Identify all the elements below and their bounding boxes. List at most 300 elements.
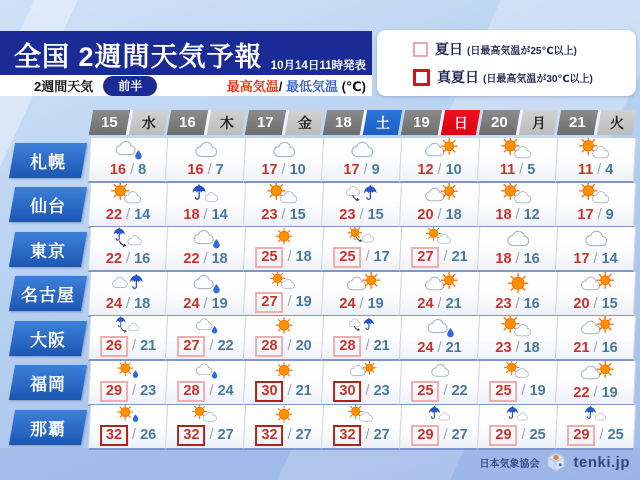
temperature-pair [495,340,539,357]
temperature-pair [578,162,613,179]
legend-panel [377,30,636,96]
sun-cloud-icon [498,316,538,339]
temperature-pair [255,425,311,446]
temp-separator: / [287,293,292,309]
sun-drop-icon [108,361,148,380]
temp-separator: / [359,295,364,311]
low-temp: 18 [134,295,151,311]
temp-separator: / [281,161,286,178]
sub-header-bar [0,75,372,96]
temp-separator: / [515,250,520,267]
temp-separator: / [437,206,442,222]
forecast-cell [244,316,324,361]
high-temp: 28 [255,336,283,357]
high-temp: 22 [105,250,123,267]
low-temp: 24 [217,382,234,398]
temperature-pair [489,425,545,446]
temperature-pair [261,206,305,223]
temperature-pair [411,425,467,446]
sun-cloud-icon [264,272,304,291]
temperature-pair [177,425,233,446]
cloud-icon [186,138,226,161]
low-temp: 19 [211,295,228,311]
city-label: 名古屋 [21,286,75,306]
high-temp: 29 [567,425,595,446]
low-temp: 9 [605,206,614,222]
umbrella-arrow-cloud-icon [108,316,148,335]
temp-separator: / [287,382,292,398]
temperature-pair [333,425,389,446]
sun-cloud-icon [498,183,538,206]
temp-separator: / [443,426,448,443]
temp-separator: / [597,206,602,222]
forecast-cell [400,272,480,317]
high-temp: 20 [573,295,590,311]
high-temp: 17 [261,161,278,178]
high-temp: 11 [577,161,594,178]
sun-cloud-icon [108,183,148,206]
temp-separator: / [209,337,214,354]
cloud-sun-icon [576,361,616,384]
temperature-pair [495,206,539,223]
high-temp: 32 [177,425,205,446]
high-temp: 25 [489,380,517,401]
column-header-21 [557,107,635,138]
city-header [7,405,89,450]
low-temp: 14 [134,206,151,222]
forecast-cell [556,316,636,361]
forecast-cell [88,138,168,183]
low-temp: 5 [527,161,536,178]
cloud-sun-icon [576,272,616,295]
low-temp: 21 [373,337,390,354]
cloud-sun-icon [576,316,616,339]
high-temp: 22 [573,384,590,400]
issued-timestamp: 10月14日11時発表 [270,60,366,72]
legend-item-midsummer-day [413,67,636,87]
column-header-16 [167,107,245,138]
high-temp: 17 [343,161,360,178]
forecast-cell [478,316,558,361]
low-temp-key: 最低気温 [285,79,338,94]
low-temp: 9 [371,161,380,178]
cloud-drop-icon [186,227,226,250]
high-temp: 29 [489,425,517,446]
forecast-cell [556,227,636,272]
city-badge [9,187,87,222]
city-label: 福岡 [30,375,66,395]
umbrella-cloud-icon [576,405,616,424]
forecast-cell [322,361,402,406]
sun-cloud-icon [498,138,538,161]
high-temp: 23 [261,206,278,222]
temp-separator: / [287,426,292,443]
date-label: 15 [100,114,118,131]
temp-separator: / [519,161,524,178]
city-label: 東京 [30,241,66,261]
forecast-cell [400,316,480,361]
cloud-icon [342,138,382,161]
low-temp: 21 [295,382,312,398]
city-header [7,227,89,272]
legend-item-summer-day [413,39,636,59]
forecast-cell [556,272,636,317]
forecast-cell [88,361,168,406]
credit-label: 日本気象協会 [479,458,540,470]
temperature-pair [100,425,156,446]
high-temp: 24 [105,295,123,311]
low-temp: 21 [445,339,462,356]
low-temp: 15 [289,206,306,222]
low-temp: 27 [373,426,390,443]
low-temp: 15 [601,295,618,311]
forecast-cell [322,272,402,317]
high-temp: 24 [417,339,434,356]
temp-separator: / [521,382,526,398]
forecast-cell [244,138,324,183]
temp-separator: / [287,248,292,265]
temperature-pair [255,247,311,268]
day-label: 金 [297,114,311,131]
day-label: 土 [375,114,389,131]
temperature-pair [567,425,623,446]
temp-separator: / [203,206,208,222]
temp-separator: / [287,337,292,354]
umbrella-cloud-icon [498,405,538,424]
date-label: 18 [334,114,352,131]
sun-cloud-icon [342,405,382,424]
high-temp: 23 [495,295,512,311]
cloud-umbrella-icon [108,272,148,295]
date-cell [556,110,600,135]
low-temp: 25 [607,426,624,443]
high-temp: 18 [495,206,512,222]
high-temp: 16 [109,161,127,178]
legend-desc: (日最高気温が30℃以上) [483,73,593,85]
high-temp: 27 [411,247,439,268]
temp-separator: / [203,295,208,311]
date-cell [244,110,288,135]
forecast-cell [400,361,480,406]
cloud-sun-icon [420,138,460,161]
column-header-15 [89,107,167,138]
temp-separator: / [132,426,137,443]
high-temp: 24 [339,295,356,311]
high-temp: 22 [183,250,200,267]
column-header-20 [479,107,557,138]
temp-separator: / [132,337,137,354]
forecast-cell [244,227,324,272]
high-temp: 27 [255,291,283,312]
temperature-pair [100,336,156,357]
high-temp: 25 [255,247,283,268]
forecast-cell [478,138,558,183]
temperature-pair [187,162,223,179]
high-temp: 30 [333,380,361,401]
temperature-pair [106,206,150,223]
temp-separator: / [365,426,370,443]
temperature-pair [255,336,311,357]
city-label: 大阪 [30,330,66,350]
temp-separator: / [443,382,448,398]
temp-separator: / [126,206,131,222]
date-label: 21 [568,114,586,131]
high-temp: 25 [411,380,439,401]
temperature-pair [573,384,617,401]
temperature-pair [417,340,461,357]
key-separator: / [278,79,283,94]
low-temp: 16 [601,339,618,356]
temperature-pair [110,162,146,179]
temperature-pair [183,206,227,223]
sun-drop-icon [108,405,148,424]
phase-badge: 前半 [103,76,157,96]
forecast-cell [478,361,558,406]
low-temp: 18 [445,206,462,222]
high-temp: 27 [177,336,205,357]
temp-separator: / [132,382,137,398]
high-temp: 12 [417,161,434,178]
sun-cloud-icon [420,227,460,246]
low-temp: 18 [211,250,228,267]
high-temp: 18 [183,206,200,222]
high-temp: 21 [573,339,590,356]
temperature-pair [261,162,305,179]
temp-separator: / [437,339,442,356]
city-label: 仙台 [30,197,66,217]
day-label: 日 [453,114,467,131]
forecast-cell [322,227,402,272]
sun-icon [264,316,304,335]
high-temp: 32 [333,425,361,446]
temperature-pair [411,247,467,268]
temp-separator: / [593,250,598,267]
cloud-drop-icon [108,138,148,161]
temperature-pair [577,206,613,223]
tenki-cube-logo-icon [546,452,566,472]
forecast-cell [400,405,480,450]
temp-separator: / [599,426,604,443]
forecast-cell [166,138,246,183]
cloud-drop-icon [186,272,226,295]
sun-icon [264,227,304,246]
day-cell [440,110,479,135]
cloud-icon [420,361,460,380]
high-temp: 30 [255,380,283,401]
forecast-cell [556,138,636,183]
temp-separator: / [515,206,520,222]
temperature-pair [343,162,379,179]
high-temp: 32 [255,425,283,446]
temp-separator: / [515,339,520,356]
temperature-pair [255,291,311,312]
sun-cloud-icon [498,361,538,380]
city-header [7,272,89,317]
high-temp: 16 [187,161,204,178]
high-temp: 22 [105,206,123,222]
forecast-cell [478,183,558,228]
high-temp-key: 最高気温 [226,79,279,94]
temperature-pair [177,380,233,401]
high-temp: 17 [573,250,590,267]
cloud-sun-icon [342,361,382,380]
forecast-cell [322,405,402,450]
column-header-19 [401,107,479,138]
legend-label: 真夏日 [437,69,479,85]
low-temp: 25 [529,426,546,443]
forecast-cell [166,361,246,406]
high-temp: 23 [495,339,512,356]
day-label: 月 [531,114,545,131]
legend-desc: (日最高気温が25℃以上) [467,45,577,57]
legend-label: 夏日 [435,41,463,57]
low-temp: 15 [367,206,384,222]
low-temp: 14 [211,206,228,222]
temperature-pair [573,295,617,312]
temperature-pair [417,206,461,223]
forecast-cell [556,361,636,406]
low-temp: 10 [289,161,306,178]
temperature-pair [100,380,156,401]
temp-separator: / [515,295,520,311]
forecast-cell [166,405,246,450]
low-temp: 19 [529,382,546,398]
low-temp: 10 [445,161,462,178]
temperature-pair [333,336,389,357]
high-temp: 28 [177,380,205,401]
low-temp: 12 [523,206,540,222]
column-header-18 [323,107,401,138]
high-temp: 24 [417,295,434,311]
temperature-pair [106,295,150,312]
midsummer-day-box-icon [413,69,430,86]
city-badge [9,232,87,267]
low-temp: 14 [601,250,618,267]
low-temp: 23 [140,382,157,398]
temperature-pair [255,380,311,401]
forecast-cell [166,316,246,361]
high-temp: 29 [100,380,128,401]
cloud-arrow-umbrella-icon [342,183,382,206]
forecast-cell [322,316,402,361]
sun-cloud-icon [186,405,226,424]
temp-separator: / [363,161,368,178]
temperature-pair [411,380,467,401]
high-temp: 28 [333,336,361,357]
low-temp: 16 [523,250,540,267]
cloud-icon [498,227,538,250]
temp-separator: / [593,339,598,356]
temp-separator: / [593,384,598,400]
low-temp: 21 [140,337,157,354]
city-header [7,316,89,361]
city-label: 札幌 [30,152,66,172]
umbrella-arrow-cloud-icon [108,227,148,250]
forecast-cell [88,183,168,228]
cloud-arrow-umbrella-icon [342,316,382,335]
temp-separator: / [209,382,214,398]
city-label: 那覇 [30,419,66,439]
temperature-pair [183,295,227,312]
day-label: 木 [219,114,233,131]
temperature-pair [106,251,150,268]
date-cell [166,110,210,135]
high-temp: 11 [499,161,516,178]
temp-separator: / [593,295,598,311]
day-cell [518,110,557,135]
forecast-cell [244,183,324,228]
temp-separator: / [130,161,135,178]
low-temp: 19 [601,384,618,400]
temp-separator: / [365,337,370,354]
summer-day-box-icon [413,42,428,57]
forecast-cell [166,227,246,272]
sun-icon [264,405,304,424]
low-temp: 27 [451,426,468,443]
low-temp: 21 [451,248,468,265]
high-temp: 20 [417,206,434,222]
cloud-sun-icon [420,272,460,295]
table-corner [7,107,89,138]
period-label: 2週間天気 [34,79,94,94]
date-label: 17 [256,114,274,131]
temp-separator: / [203,250,208,267]
temperature-pair [333,247,389,268]
umbrella-cloud-icon [420,405,460,424]
day-cell [128,110,167,135]
sun-cloud-icon [576,183,616,206]
low-temp: 20 [295,337,312,354]
umbrella-cloud-icon [186,183,226,206]
forecast-cell [400,227,480,272]
temperature-pair [417,162,461,179]
high-temp: 25 [333,247,361,268]
temp-separator: / [597,161,602,178]
temperature-pair [177,336,233,357]
date-label: 16 [178,114,196,131]
temperature-pair [495,251,539,268]
forecast-table [7,107,635,450]
temp-separator: / [126,295,131,311]
high-temp: 18 [495,250,512,267]
cloud-drop-icon [420,316,460,339]
high-temp: 23 [339,206,356,222]
temp-separator: / [126,250,131,267]
temp-separator: / [209,426,214,443]
forecast-cell [166,183,246,228]
temp-separator: / [437,295,442,311]
city-badge [9,143,87,178]
footer [479,452,630,472]
date-cell [400,110,444,135]
high-temp: 26 [100,336,128,357]
temperature-pair [573,340,617,357]
forecast-cell [478,405,558,450]
date-cell [478,110,522,135]
temperature-pair [183,251,227,268]
forecast-cell [88,405,168,450]
temp-separator: / [443,248,448,265]
forecast-cell [322,138,402,183]
temperature-pair [573,251,617,268]
date-label: 19 [412,114,430,131]
forecast-cell [322,183,402,228]
low-temp: 22 [217,337,234,354]
cloud-icon [576,227,616,250]
forecast-cell [88,316,168,361]
city-badge [9,365,87,400]
sun-icon [264,361,304,380]
